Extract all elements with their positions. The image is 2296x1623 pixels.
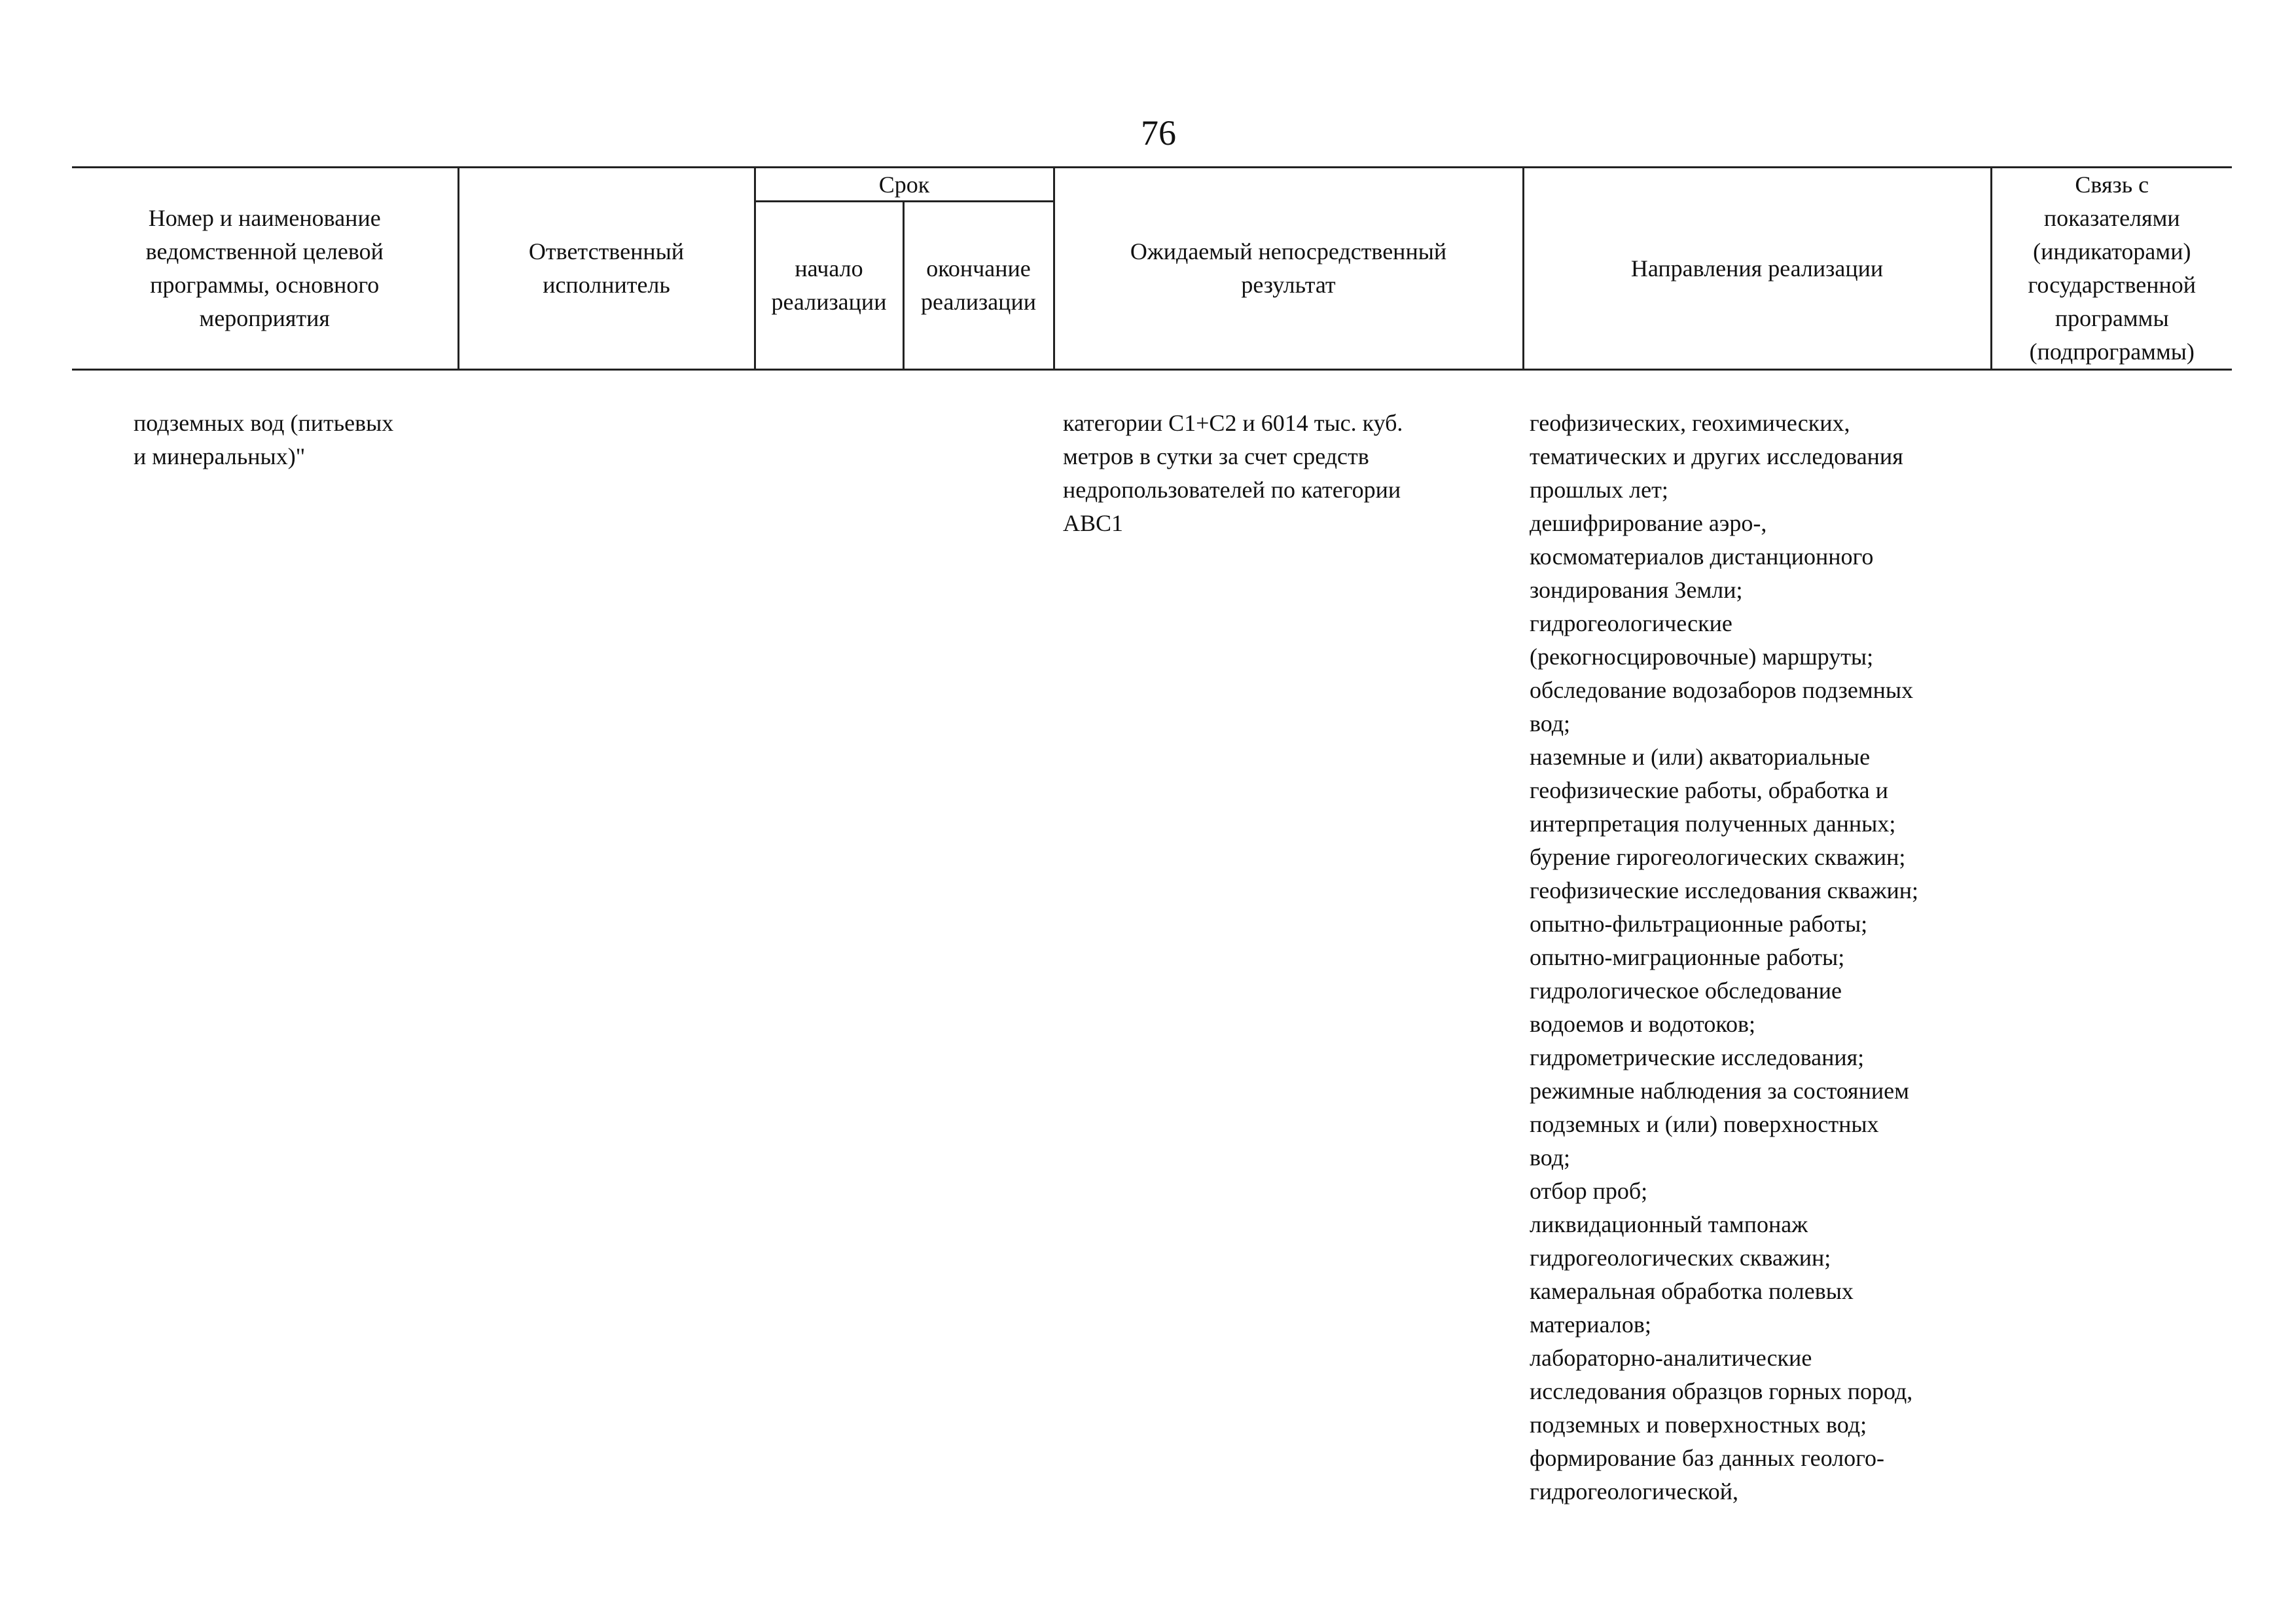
cell-executor	[458, 370, 755, 1509]
header-term: Срок	[755, 168, 1054, 202]
cell-result: категории С1+С2 и 6014 тыс. куб. метров в сутки за счет средств недропользователей по категории АВС1	[1063, 410, 1403, 536]
header-start: начало реализации	[755, 202, 903, 370]
cell-end	[903, 370, 1054, 1509]
cell-indicators	[1991, 370, 2232, 1509]
program-table	[72, 166, 2232, 1508]
page-number: 76	[1141, 113, 1176, 153]
cell-directions: геофизических, геохимических, тематических и других исследования прошлых лет; дешифрирование аэро-, космоматериалов дистанционного зондирования Земли; гидрогеологические (рекогносцировочные) маршруты; обследование водозаборов подземных вод; наземные и (или) акваториальные геофизические работы, обработка и интерпретация полученных данных; бурение гирогеологических скважин; геофизические исследования скважин; опытно-фильтрационные работы; опытно-миграционные работы; гидрологическое обследование водоемов и водотоков; гидрометрические исследования; режимные наблюдения за состоянием подземных и (или) поверхностных вод; отбор проб; ликвидационный тампонаж гидрогеологических скважин; камеральная обработка полевых материалов; лабораторно-аналитические исследования образцов горных пород, подземных и поверхностных вод; формирование баз данных геолого- гидрогеологической,	[1530, 410, 1919, 1504]
header-executor: Ответственный исполнитель	[458, 168, 755, 370]
table-row	[72, 370, 2232, 1509]
header-directions: Направления реализации	[1523, 168, 1991, 370]
cell-start	[755, 370, 903, 1509]
header-program: Номер и наименование ведомственной целевой программы, основного мероприятия	[72, 168, 458, 370]
header-indicators: Связь с показателями (индикаторами) государственной программы (подпрограммы)	[1991, 168, 2232, 370]
cell-program: подземных вод (питьевых и минеральных)"	[134, 410, 394, 469]
header-result: Ожидаемый непосредственный результат	[1054, 168, 1523, 370]
header-end: окончание реализации	[903, 202, 1054, 370]
